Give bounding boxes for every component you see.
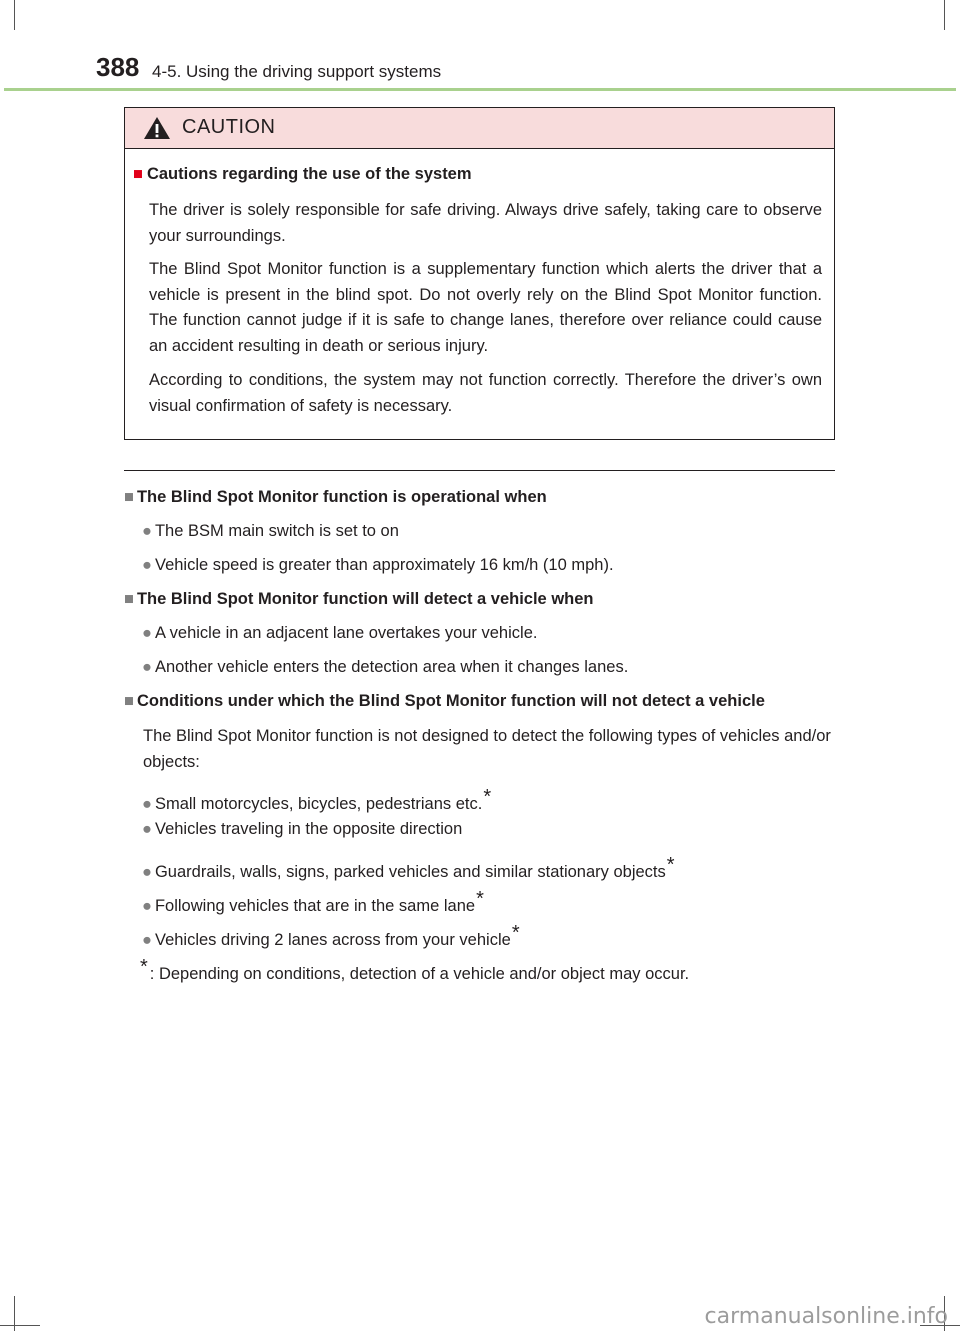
footnote-marker: * — [140, 956, 148, 978]
section-intro: The Blind Spot Monitor function is not designed to detect the following types of vehicles and/or objects: — [143, 727, 831, 771]
bullet-icon: ● — [142, 897, 152, 915]
footnote-marker: * — [483, 786, 492, 808]
crop-mark — [0, 1325, 40, 1326]
caution-subheading: ■ Cautions regarding the use of the system — [133, 165, 472, 183]
bullet-icon: ● — [142, 863, 152, 881]
square-marker-icon: ■ — [124, 692, 134, 710]
bullet-icon: ● — [142, 624, 152, 642]
bullet-icon: ● — [142, 556, 152, 574]
list-item: ● The BSM main switch is set to on — [142, 522, 399, 540]
bullet-icon: ● — [142, 795, 152, 813]
page-header — [96, 52, 856, 88]
caution-paragraph: The driver is solely responsible for safe driving. Always drive safely, taking care to observe your surroundings. — [149, 201, 822, 245]
list-item: ● Guardrails, walls, signs, parked vehicles and similar stationary objects* — [142, 854, 675, 881]
bullet-icon: ● — [142, 931, 152, 949]
crop-mark — [14, 0, 15, 30]
page-number: 388 — [96, 52, 140, 82]
list-item: ● Vehicles driving 2 lanes across from your vehicle* — [142, 922, 520, 949]
watermark-link[interactable]: carmanualsonline.info — [704, 1304, 948, 1329]
square-marker-icon: ■ — [124, 488, 134, 506]
footnote: * : Depending on conditions, detection of a vehicle and/or object may occur. — [140, 956, 690, 983]
footnote-marker: * — [666, 854, 675, 876]
bullet-icon: ● — [142, 820, 152, 838]
section-title: 4-5. Using the driving support systems — [152, 62, 442, 81]
list-item: ● Small motorcycles, bicycles, pedestrians etc.* — [142, 786, 492, 813]
warning-icon — [143, 116, 171, 140]
bullet-icon: ● — [142, 658, 152, 676]
crop-mark — [944, 0, 945, 30]
caution-paragraph: The Blind Spot Monitor function is a supplementary function which alerts the driver that a vehicle is present in the blind spot. Do not overly rely on the Blind Spot Monitor function. The function cannot judge if it is safe to change lanes, therefore over reliance could cause an accident resulting in death or serious injury. — [149, 260, 822, 355]
footnote-marker: * — [511, 922, 520, 944]
header-rule — [4, 88, 956, 91]
section-heading: ■ Conditions under which the Blind Spot Monitor function will not detect a vehicle — [124, 692, 765, 710]
list-item: ● Vehicles traveling in the opposite direction — [142, 820, 463, 838]
caution-label: CAUTION — [182, 116, 276, 138]
list-item: ● A vehicle in an adjacent lane overtakes your vehicle. — [142, 624, 538, 642]
caution-header — [125, 108, 834, 149]
section-heading: ■ The Blind Spot Monitor function is operational when — [124, 488, 547, 506]
caution-box — [124, 107, 835, 440]
list-item: ● Another vehicle enters the detection area when it changes lanes. — [142, 658, 629, 676]
section-heading: ■ The Blind Spot Monitor function will detect a vehicle when — [124, 590, 594, 608]
section-divider — [124, 470, 835, 471]
caution-paragraph: According to conditions, the system may not function correctly. Therefore the driver’s own visual confirmation of safety is necessary. — [149, 371, 822, 415]
list-item: ● Following vehicles that are in the same lane* — [142, 888, 484, 915]
list-item: ● Vehicle speed is greater than approximately 16 km/h (10 mph). — [142, 556, 614, 574]
square-marker-icon: ■ — [133, 165, 143, 183]
footnote-marker: * — [476, 888, 484, 910]
square-marker-icon: ■ — [124, 590, 134, 608]
bullet-icon: ● — [142, 522, 152, 540]
